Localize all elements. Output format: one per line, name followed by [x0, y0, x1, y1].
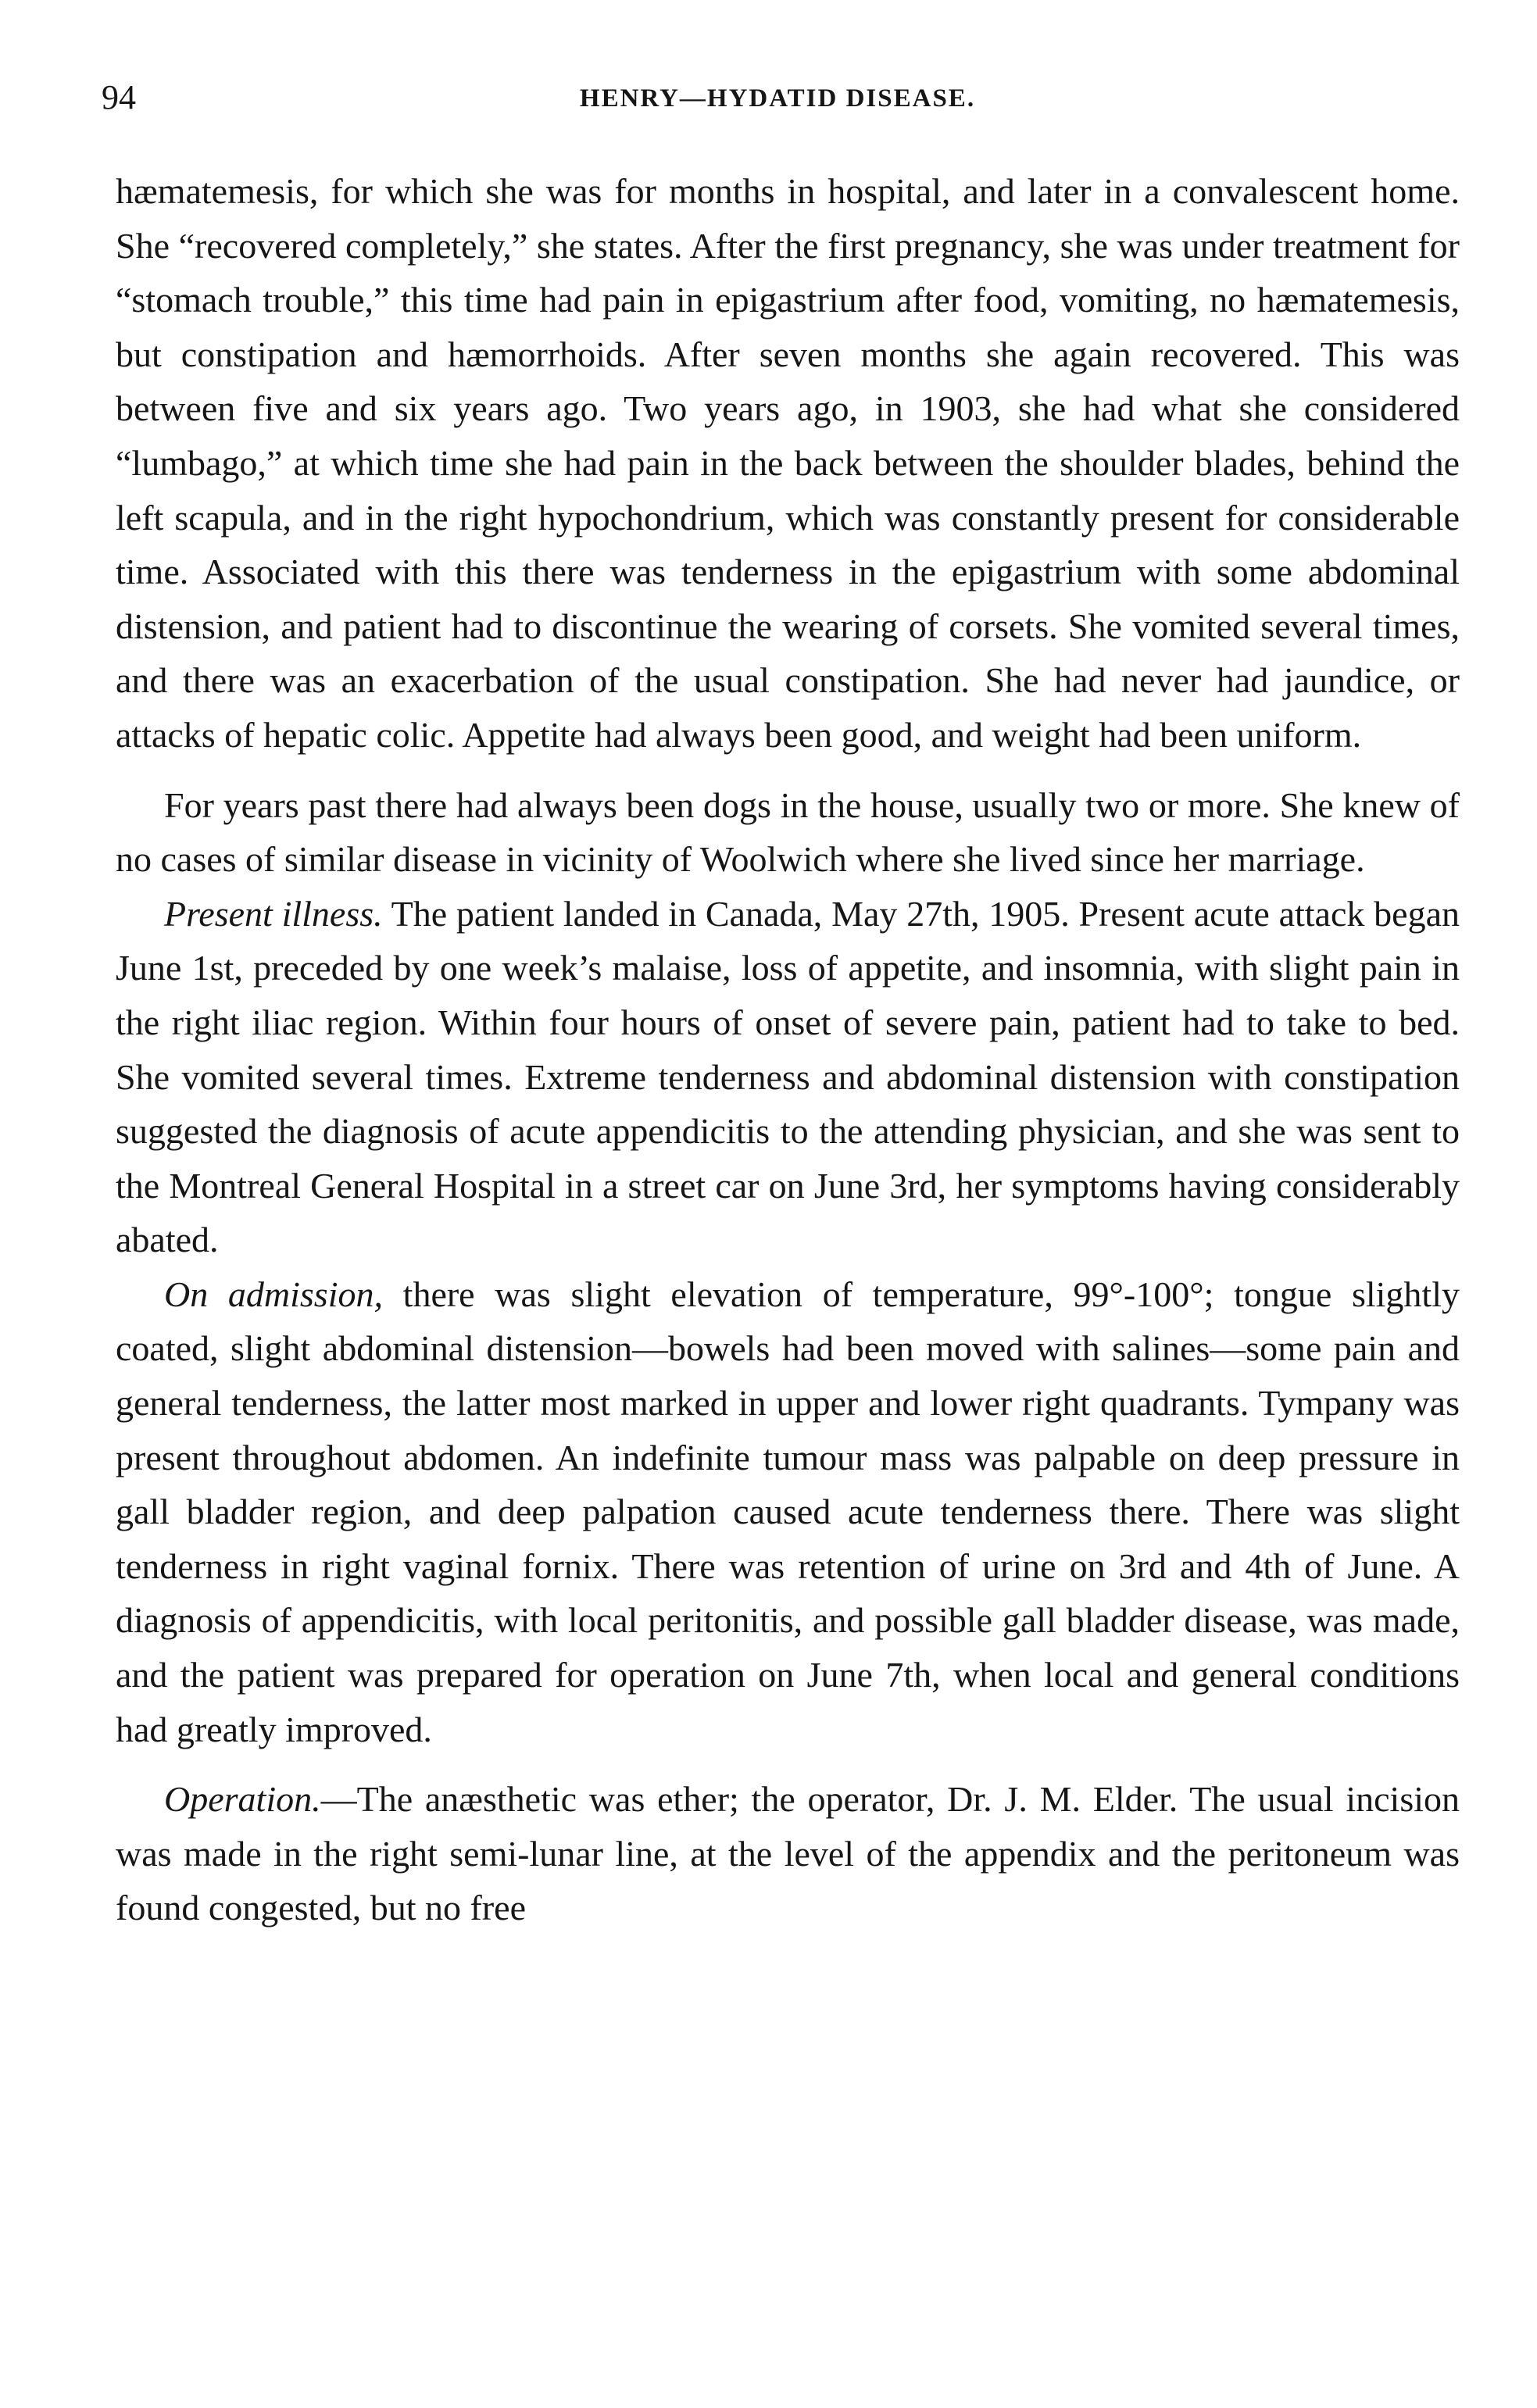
paragraph-text: hæmatemesis, for which she was for months in hospital, and later in a convalescent home. She “recovered completely,” she states. After the first pregnancy, she was under treatment for “stomach trouble,” this time had pain in epigastrium after food, vomiting, no hæmatemesis, but constipation and hæmorrhoids. After seven months she again recovered. This was between five and six years ago. Two years ago, in 1903, she had what she considered “lumbago,” at which time she had pain in the back between the shoulder blades, behind the left scapula, and in the right hypochondrium, which was constantly present for considerable time. Associated with this there was tenderness in the epigastrium with some abdominal distension, and patient had to discontinue the wearing of corsets. She vomited several times, and there was an exacerbation of the usual constipation. She had never had jaundice, or attacks of hepatic colic. Appetite had always been good, and weight had been uniform.	[116, 171, 1460, 755]
paragraph-lead: On admission,	[164, 1274, 383, 1314]
paragraph-operation	[116, 1772, 1460, 1935]
page-header	[102, 74, 1453, 129]
paragraph-text: there was slight elevation of temperature, 99°-100°; tongue slightly coated, slight abdominal distension—bowels had been moved with salines—some pain and general tenderness, the latter most marked in upper and lower right quadrants. Tympany was present throughout abdomen. An indefinite tumour mass was palpable on deep pressure in gall bladder region, and deep palpation caused acute tenderness there. There was slight tenderness in right vaginal fornix. There was retention of urine on 3rd and 4th of June. A diagnosis of appendicitis, with local peritonitis, and possible gall bladder disease, was made, and the patient was prepared for operation on June 7th, when local and general conditions had greatly improved.	[116, 1274, 1460, 1749]
paragraph-text: —The anæsthetic was ether; the operator, Dr. J. M. Elder. The usual incision was made in the right semi-lunar line, at the level of the appendix and the peritoneum was found congested, but no free	[116, 1779, 1460, 1928]
body-text	[116, 164, 1460, 1935]
paragraph-text: For years past there had always been dogs in the house, usually two or more. She knew of no cases of similar disease in vicinity of Woolwich where she lived since her marriage.	[116, 784, 1460, 880]
paragraph-text: The patient landed in Canada, May 27th, 1905. Present acute attack began June 1st, preceded by one week’s malaise, loss of appetite, and insomnia, with slight pain in the right iliac region. Within four hours of onset of severe pain, patient had to take to bed. She vomited several times. Extreme tenderness and abdominal distension with constipation suggested the diagnosis of acute appendicitis to the attending physician, and she was sent to the Montreal General Hospital in a street car on June 3rd, her symptoms having considerably abated.	[116, 893, 1460, 1260]
paragraph-present-illness	[116, 887, 1460, 1267]
paragraph-lead: Present illness.	[164, 893, 383, 934]
paragraph-history	[116, 164, 1460, 763]
running-head: HENRY—HYDATID DISEASE.	[579, 84, 976, 113]
page-number: 94	[102, 78, 136, 116]
paragraph-lead: Operation.	[164, 1779, 321, 1820]
paragraph-dogs	[116, 778, 1460, 887]
paragraph-admission	[116, 1267, 1460, 1756]
